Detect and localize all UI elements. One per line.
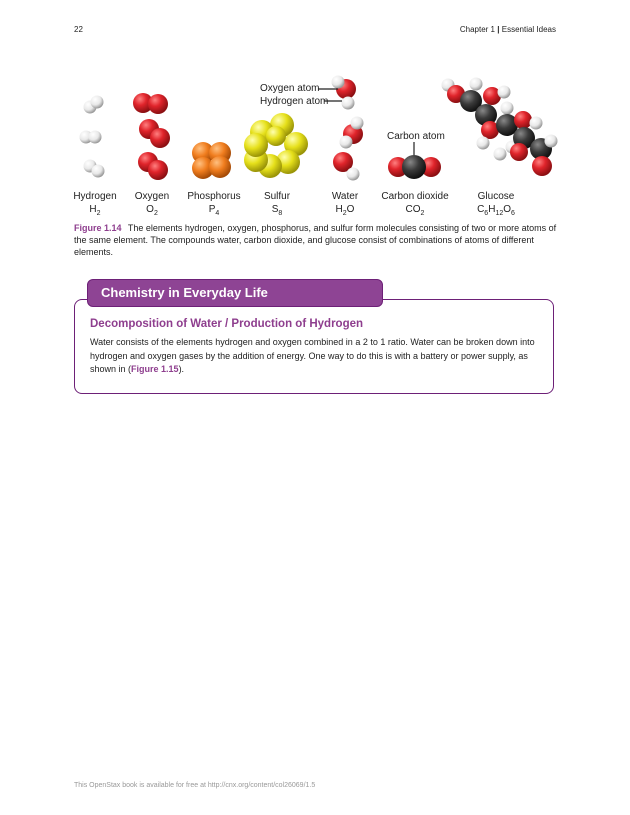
molecule-name: Glucose: [477, 191, 515, 202]
molecule-name: Hydrogen: [73, 191, 117, 202]
page-number: 22: [74, 25, 83, 34]
hydrogen-molecules: [80, 96, 105, 178]
molecule-formula: $CO_2$: [405, 204, 425, 217]
figure-caption: [74, 222, 558, 258]
callout-hydrogen-atom: Hydrogen atom: [260, 96, 329, 107]
molecule-name: Carbon dioxide: [381, 191, 449, 202]
molecule-name: Phosphorus: [187, 191, 241, 202]
oxygen-molecules: [133, 93, 170, 180]
molecule-formula: $S_8$: [271, 204, 283, 217]
molecule-illustration: [70, 70, 570, 195]
callout-oxygen-atom: Oxygen atom: [260, 83, 320, 94]
label-glucose: [451, 190, 541, 220]
glucose-molecule: [442, 78, 558, 177]
page-footer: This OpenStax book is available for free at http://cnx.org/content/col26069/1.5: [74, 782, 316, 789]
molecule-formula: $H_2O$: [335, 204, 355, 217]
water-molecules: [332, 76, 364, 181]
sulfur-molecule: [244, 113, 308, 178]
molecule-name: Oxygen: [134, 191, 170, 202]
section-label: Essential Ideas: [501, 25, 556, 34]
molecule-name: Sulfur: [263, 191, 291, 202]
molecule-formula: $P_4$: [208, 204, 220, 217]
chapter-label: Chapter 1: [459, 25, 496, 34]
figure-label: Figure 1.14: [74, 223, 122, 233]
running-header: [460, 25, 556, 34]
callout-carbon-atom: Carbon atom: [387, 131, 445, 142]
header-separator: |: [497, 25, 500, 34]
feature-box-title: Decomposition of Water / Production of Hydrogen: [90, 318, 364, 330]
feature-box-tab: Chemistry in Everyday Life: [87, 279, 383, 307]
label-carbon-dioxide: [370, 190, 460, 220]
molecule-formula: $C_6H_{12}O_6$: [477, 204, 515, 217]
phosphorus-molecule: [192, 142, 231, 179]
feature-box-body: Water consists of the elements hydrogen and oxygen combined in a 2 to 1 ratio. Water can be broken down into hydrogen and oxygen gases by the addition of energy. One way to do this is with a battery or power supply, as shown in (Figure 1.15).: [90, 337, 535, 374]
molecule-formula: $O_2$: [146, 204, 158, 217]
caption-text: The elements hydrogen, oxygen, phosphorus, and sulfur form molecules consisting of two or more atoms of the same element. The compounds water, carbon dioxide, and glucose consist of combinations of atoms of different elements.: [74, 223, 557, 257]
carbon-dioxide-molecule: [388, 142, 441, 179]
molecule-name: Water: [331, 191, 359, 202]
molecule-formula: $H_2$: [89, 204, 101, 217]
figure-link[interactable]: Figure 1.15: [131, 364, 179, 374]
